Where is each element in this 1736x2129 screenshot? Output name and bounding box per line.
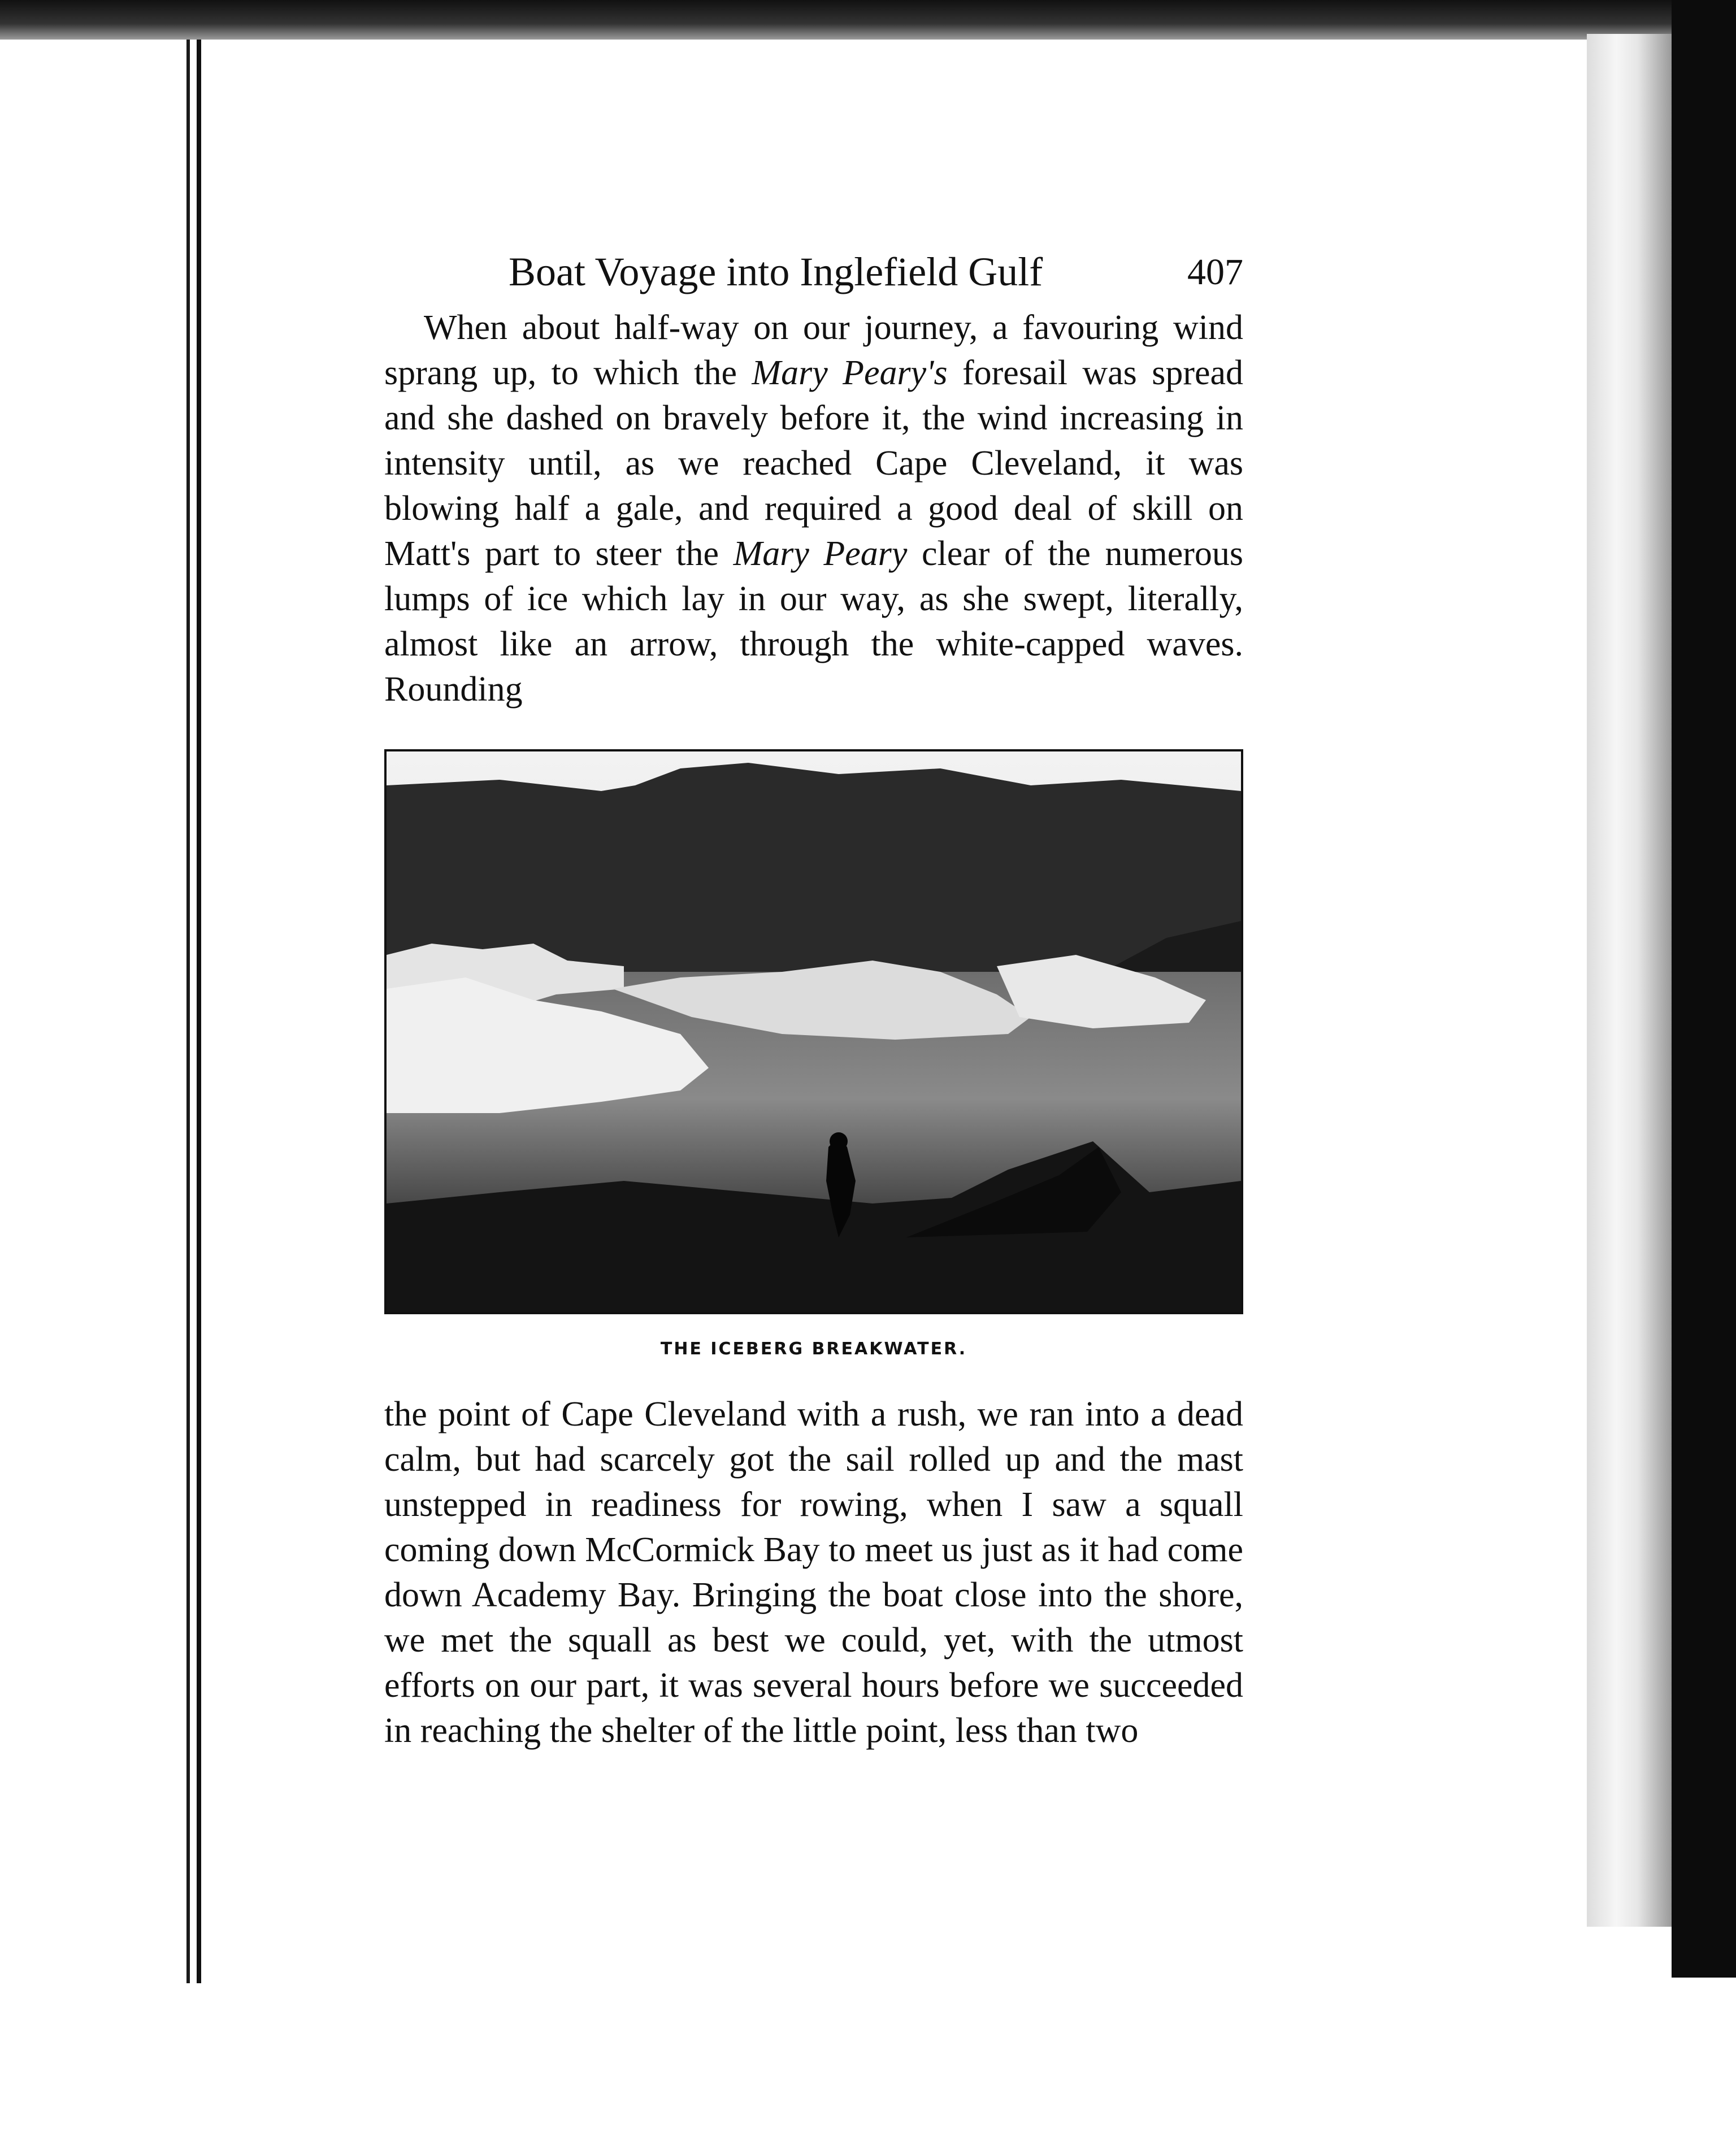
book-cover-edge: [1672, 0, 1736, 1978]
photo-figure: [384, 749, 1243, 1314]
running-head: [384, 243, 1243, 305]
person-head: [830, 1132, 848, 1150]
ship-name-possessive: Mary Peary's: [752, 354, 948, 392]
paragraph-1-part-1: When about half-way on our journey, a favouring wind sprang up, to which the: [384, 309, 1243, 392]
paragraph-2: the point of Cape Cleveland with a rush, we ran into a dead calm, but had scarcely got the sail rolled up and the mast unstepped in readiness for rowing, when I saw a squall coming down McCormick Bay to meet us just as it had come down Academy Bay. Bringing the boat close into the shore, we met the squall as best we could, yet, with the utmost efforts on our part, it was several hours before we succeeded in reaching the shelter of the little point, less than two: [384, 1395, 1243, 1750]
running-title: Boat Voyage into Inglefield Gulf: [509, 249, 1043, 294]
paragraph-1-part-2: foresail was spread and she dashed on bravely before it, the wind increasing in intensity until, as we reached Cape Cleveland, it was blowing half a gale, and required a good deal of skill on Matt's part to steer the: [384, 354, 1244, 573]
ship-name: Mary Peary: [733, 535, 908, 573]
page-edge-stack: [1587, 34, 1672, 1927]
paragraph-1-part-3: clear of the numerous lumps of ice which lay in our way, as she swept, literally, almost like an arrow, through the white-capped waves. Rounding: [384, 535, 1243, 709]
page-number: 407: [1187, 251, 1243, 293]
page-content: [384, 243, 1243, 1753]
paragraph-1: [384, 305, 1243, 712]
top-book-edge: [0, 0, 1736, 40]
left-page: [0, 40, 190, 1983]
iceberg-photo: [387, 751, 1241, 1312]
figure-caption: THE ICEBERG BREAKWATER.: [660, 1339, 967, 1359]
mountain-range: [387, 763, 1241, 977]
